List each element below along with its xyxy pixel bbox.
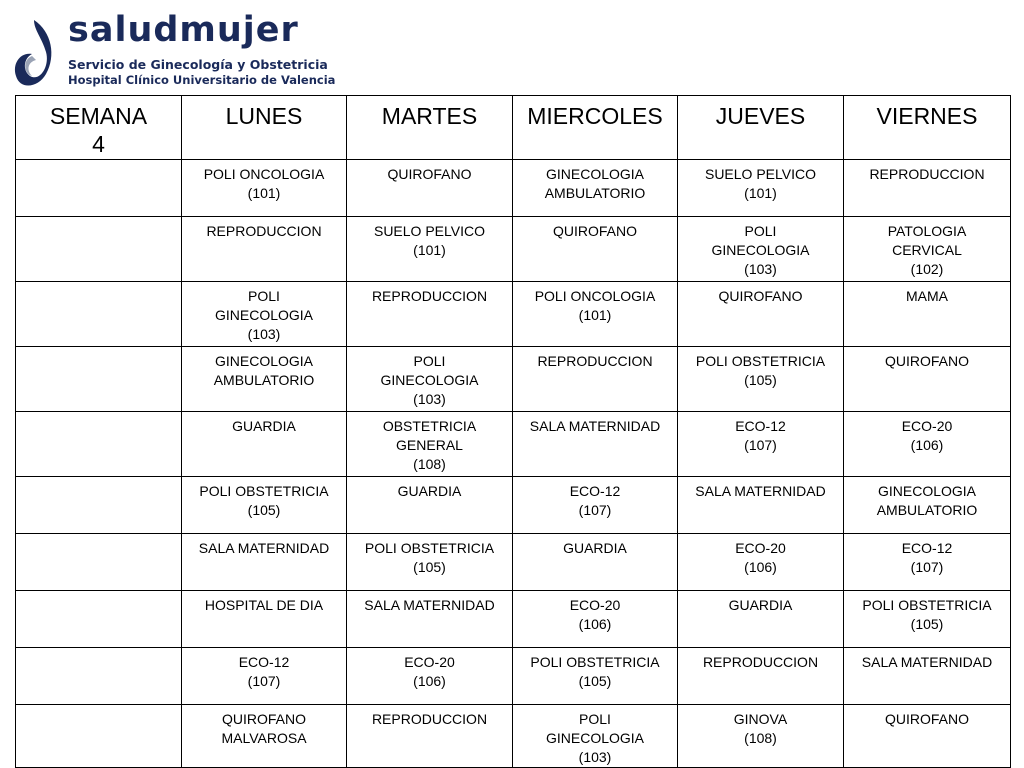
cell-label: ECO-20 (106) [404,654,455,689]
schedule-cell [844,160,1011,217]
week-cell [16,705,182,768]
cell-label: POLI GINECOLOGIA (103) [214,288,314,342]
schedule-cell [347,282,513,347]
schedule-cell [513,648,678,705]
schedule-cell [513,160,678,217]
cell-label: POLI ONCOLOGIA (101) [534,288,656,323]
cell-label: QUIROFANO [552,223,637,239]
cell-label: GINOVA (108) [733,711,788,746]
schedule-cell [678,591,844,648]
cell-label: GINECOLOGIA AMBULATORIO [544,166,646,201]
schedule-cell [678,347,844,412]
schedule-cell [513,477,678,534]
schedule-cell [347,705,513,768]
schedule-cell [513,534,678,591]
schedule-cell [844,282,1011,347]
logo [12,10,336,92]
schedule-cell [678,160,844,217]
schedule-cell [678,217,844,282]
week-cell [16,591,182,648]
cell-label: SALA MATERNIDAD [198,540,330,556]
cell-label: REPRODUCCION [371,288,488,304]
cell-label: QUIROFANO [718,288,803,304]
schedule-cell [844,591,1011,648]
cell-label: OBSTETRICIA GENERAL (108) [382,418,477,472]
table-row [16,705,1011,768]
schedule-cell [347,347,513,412]
cell-label: ECO-12 (107) [569,483,621,518]
cell-label: POLI OBSTETRICIA (105) [695,353,826,388]
table-row [16,347,1011,412]
schedule-cell [678,282,844,347]
week-cell [16,648,182,705]
schedule-cell [347,648,513,705]
table-row [16,412,1011,477]
cell-label: QUIROFANO [884,353,969,369]
cell-label: SALA MATERNIDAD [861,654,993,670]
cell-label: QUIROFANO MALVAROSA [221,711,307,746]
table-row [16,160,1011,217]
schedule-cell [678,648,844,705]
header-jueves: JUEVES [678,96,844,160]
schedule-cell [844,705,1011,768]
cell-label: POLI OBSTETRICIA (105) [862,597,992,632]
cell-label: REPRODUCCION [371,711,488,727]
cell-label: ECO-20 (106) [901,418,953,453]
schedule-cell [182,282,347,347]
week-cell [16,160,182,217]
cell-label: SALA MATERNIDAD [695,483,826,499]
cell-label: REPRODUCCION [206,223,322,239]
week-cell [16,412,182,477]
schedule-cell [844,347,1011,412]
cell-label: ECO-12 (107) [735,418,786,453]
schedule-cell [347,534,513,591]
schedule-cell [182,217,347,282]
cell-label: ECO-20 (106) [735,540,786,575]
cell-label: REPRODUCCION [702,654,819,670]
brand-name: saludmujer [68,10,299,50]
cell-label: GUARDIA [397,483,462,499]
schedule-cell [513,347,678,412]
week-cell [16,282,182,347]
cell-label: ECO-20 (106) [569,597,621,632]
cell-label: HOSPITAL DE DIA [204,597,324,613]
schedule-cell [182,534,347,591]
cell-label: ECO-12 (107) [901,540,953,575]
schedule-cell [182,160,347,217]
cell-label: POLI GINECOLOGIA (103) [545,711,645,765]
table-row [16,477,1011,534]
schedule-cell [182,705,347,768]
cell-label: POLI OBSTETRICIA (105) [199,483,329,518]
schedule-cell [513,217,678,282]
swirl-logo-icon [12,16,56,90]
table-row [16,591,1011,648]
cell-label: POLI GINECOLOGIA (103) [380,353,479,407]
schedule-cell [678,534,844,591]
cell-label: SALA MATERNIDAD [529,418,661,434]
header-week: SEMANA 4 [16,96,182,160]
schedule-cell [513,705,678,768]
cell-label: REPRODUCCION [869,166,985,182]
schedule-cell [844,217,1011,282]
header-row [16,96,1011,160]
cell-label: GUARDIA [232,418,296,434]
schedule-cell [347,412,513,477]
schedule-cell [844,534,1011,591]
schedule-cell [347,217,513,282]
table-row [16,534,1011,591]
cell-label: REPRODUCCION [537,353,653,369]
schedule-cell [182,477,347,534]
cell-label: GINECOLOGIA AMBULATORIO [213,353,315,388]
header-viernes: VIERNES [844,96,1011,160]
schedule-cell [513,591,678,648]
schedule-cell [844,648,1011,705]
schedule-cell [844,412,1011,477]
cell-label: GUARDIA [563,540,627,556]
table-row [16,282,1011,347]
schedule-cell [347,591,513,648]
schedule-cell [513,412,678,477]
hospital-name: Hospital Clínico Universitario de Valencia [68,73,336,87]
service-name: Servicio de Ginecología y Obstetricia [68,57,328,72]
week-cell [16,347,182,412]
schedule-cell [182,591,347,648]
cell-label: SALA MATERNIDAD [364,597,495,613]
schedule-cell [182,412,347,477]
schedule-cell [678,477,844,534]
cell-label: GUARDIA [728,597,793,613]
week-cell [16,217,182,282]
cell-label: SUELO PELVICO (101) [704,166,816,201]
cell-label: POLI GINECOLOGIA (103) [711,223,810,277]
cell-label: POLI OBSTETRICIA (105) [364,540,495,575]
header-lunes: LUNES [182,96,347,160]
schedule-cell [678,705,844,768]
cell-label: PATOLOGIA CERVICAL (102) [887,223,967,277]
cell-label: POLI OBSTETRICIA (105) [530,654,660,689]
table-row [16,217,1011,282]
schedule-cell [182,347,347,412]
table-row [16,648,1011,705]
schedule-cell [182,648,347,705]
cell-label: POLI ONCOLOGIA (101) [203,166,325,201]
header-miercoles: MIERCOLES [513,96,678,160]
schedule-table [15,95,1011,768]
cell-label: QUIROFANO [387,166,472,182]
cell-label: SUELO PELVICO (101) [373,223,485,258]
week-cell [16,534,182,591]
schedule-cell [347,160,513,217]
schedule-cell [513,282,678,347]
schedule-cell [347,477,513,534]
schedule-cell [678,412,844,477]
cell-label: GINECOLOGIA AMBULATORIO [876,483,978,518]
schedule-cell [844,477,1011,534]
cell-label: QUIROFANO [884,711,969,727]
cell-label: MAMA [906,288,948,304]
week-cell [16,477,182,534]
cell-label: ECO-12 (107) [238,654,290,689]
header-martes: MARTES [347,96,513,160]
